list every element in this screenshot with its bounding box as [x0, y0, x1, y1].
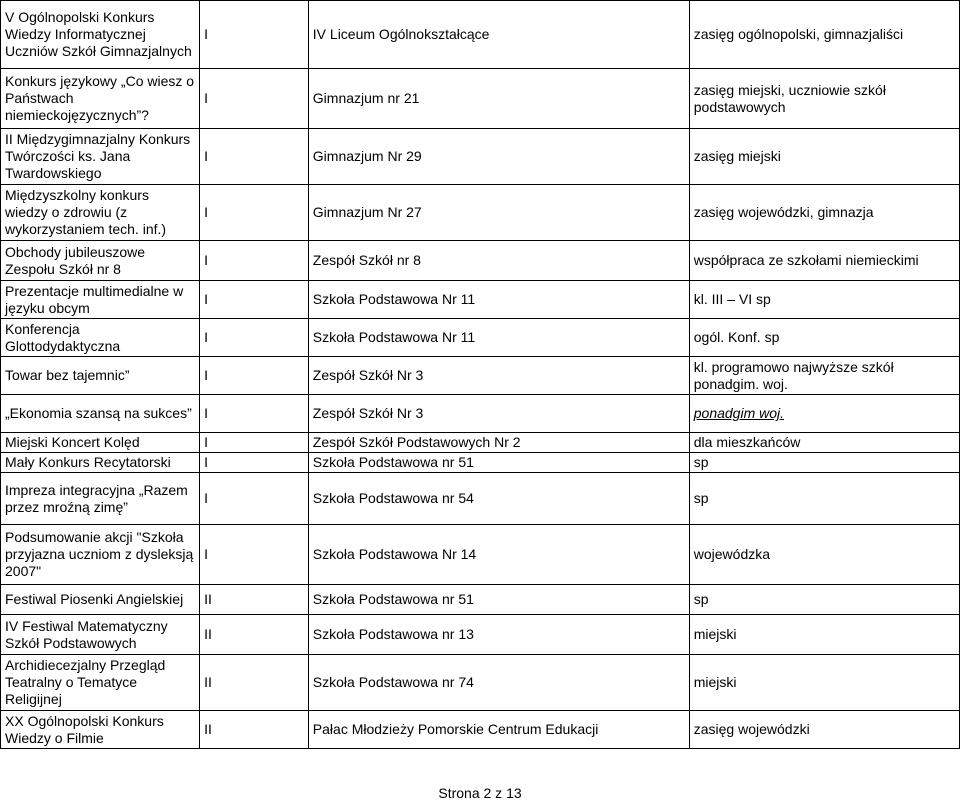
- event-name: „Ekonomia szansą na sukces”: [1, 395, 200, 433]
- event-school: Szkoła Podstawowa Nr 14: [308, 525, 689, 585]
- event-scope: współpraca ze szkołami niemieckimi: [689, 241, 959, 281]
- table-row: [1, 185, 960, 241]
- event-level: I: [200, 241, 309, 281]
- table-row: [1, 241, 960, 281]
- event-name: V Ogólnopolski Konkurs Wiedzy Informatycznej Uczniów Szkół Gimnazjalnych: [1, 1, 200, 69]
- table-row: [1, 711, 960, 749]
- event-school: Szkoła Podstawowa nr 51: [308, 585, 689, 615]
- event-school: Gimnazjum nr 21: [308, 69, 689, 129]
- event-name: Konferencja Glottodydaktyczna: [1, 319, 200, 357]
- event-level: I: [200, 473, 309, 525]
- event-name: Festiwal Piosenki Angielskiej: [1, 585, 200, 615]
- table-row: [1, 129, 960, 185]
- table-row: [1, 1, 960, 69]
- table-row: [1, 281, 960, 319]
- table-row: [1, 69, 960, 129]
- event-name: Międzyszkolny konkurs wiedzy o zdrowiu (z wykorzystaniem tech. inf.): [1, 185, 200, 241]
- event-scope: kl. programowo najwyższe szkół ponadgim. woj.: [689, 357, 959, 395]
- event-scope: miejski: [689, 615, 959, 655]
- event-level: I: [200, 453, 309, 473]
- event-level: I: [200, 69, 309, 129]
- table-row: [1, 525, 960, 585]
- table-row: [1, 473, 960, 525]
- event-level: I: [200, 525, 309, 585]
- event-school: Pałac Młodzieży Pomorskie Centrum Edukacji: [308, 711, 689, 749]
- event-school: Gimnazjum Nr 27: [308, 185, 689, 241]
- event-scope: miejski: [689, 655, 959, 711]
- table-row: [1, 433, 960, 453]
- event-name: Konkurs językowy „Co wiesz o Państwach niemieckojęzycznych”?: [1, 69, 200, 129]
- event-name: Obchody jubileuszowe Zespołu Szkół nr 8: [1, 241, 200, 281]
- table-row: [1, 453, 960, 473]
- event-scope: zasięg wojewódzki: [689, 711, 959, 749]
- event-name: IV Festiwal Matematyczny Szkół Podstawowych: [1, 615, 200, 655]
- event-scope: zasięg miejski: [689, 129, 959, 185]
- event-scope: zasięg wojewódzki, gimnazja: [689, 185, 959, 241]
- event-level: I: [200, 319, 309, 357]
- event-scope: kl. III – VI sp: [689, 281, 959, 319]
- event-school: Zespół Szkół Nr 3: [308, 395, 689, 433]
- event-school: Zespół Szkół nr 8: [308, 241, 689, 281]
- event-school: Szkoła Podstawowa Nr 11: [308, 319, 689, 357]
- event-level: I: [200, 395, 309, 433]
- event-name: II Międzygimnazjalny Konkurs Twórczości ks. Jana Twardowskiego: [1, 129, 200, 185]
- event-name: Impreza integracyjna „Razem przez mroźną zimę”: [1, 473, 200, 525]
- page-number: Strona 2 z 13: [438, 785, 522, 801]
- event-name: Miejski Koncert Kolęd: [1, 433, 200, 453]
- event-scope: zasięg ogólnopolski, gimnazjaliści: [689, 1, 959, 69]
- event-school: Zespół Szkół Nr 3: [308, 357, 689, 395]
- event-scope: sp: [689, 453, 959, 473]
- event-scope: ponadgim woj.: [689, 395, 959, 433]
- table-row: [1, 319, 960, 357]
- table-row: [1, 395, 960, 433]
- event-level: I: [200, 129, 309, 185]
- event-name: Archidiecezjalny Przegląd Teatralny o Tematyce Religijnej: [1, 655, 200, 711]
- event-scope: wojewódzka: [689, 525, 959, 585]
- event-level: I: [200, 433, 309, 453]
- event-school: IV Liceum Ogólnokształcące: [308, 1, 689, 69]
- table-row: [1, 357, 960, 395]
- event-level: I: [200, 1, 309, 69]
- table-row: [1, 585, 960, 615]
- event-school: Zespół Szkół Podstawowych Nr 2: [308, 433, 689, 453]
- event-level: I: [200, 357, 309, 395]
- event-scope: zasięg miejski, uczniowie szkół podstawowych: [689, 69, 959, 129]
- event-level: II: [200, 711, 309, 749]
- event-name: Prezentacje multimedialne w języku obcym: [1, 281, 200, 319]
- event-level: II: [200, 585, 309, 615]
- event-level: I: [200, 185, 309, 241]
- event-school: Szkoła Podstawowa nr 13: [308, 615, 689, 655]
- event-level: II: [200, 615, 309, 655]
- event-name: Podsumowanie akcji "Szkoła przyjazna uczniom z dysleksją 2007": [1, 525, 200, 585]
- event-school: Gimnazjum Nr 29: [308, 129, 689, 185]
- event-school: Szkoła Podstawowa Nr 11: [308, 281, 689, 319]
- event-name: Towar bez tajemnic”: [1, 357, 200, 395]
- event-scope: sp: [689, 585, 959, 615]
- event-school: Szkoła Podstawowa nr 54: [308, 473, 689, 525]
- table-row: [1, 655, 960, 711]
- event-scope: dla mieszkańców: [689, 433, 959, 453]
- event-scope: ogól. Konf. sp: [689, 319, 959, 357]
- event-school: Szkoła Podstawowa nr 74: [308, 655, 689, 711]
- event-name: Mały Konkurs Recytatorski: [1, 453, 200, 473]
- event-name: XX Ogólnopolski Konkurs Wiedzy o Filmie: [1, 711, 200, 749]
- event-scope: sp: [689, 473, 959, 525]
- event-school: Szkoła Podstawowa nr 51: [308, 453, 689, 473]
- event-level: I: [200, 281, 309, 319]
- event-level: II: [200, 655, 309, 711]
- table-row: [1, 615, 960, 655]
